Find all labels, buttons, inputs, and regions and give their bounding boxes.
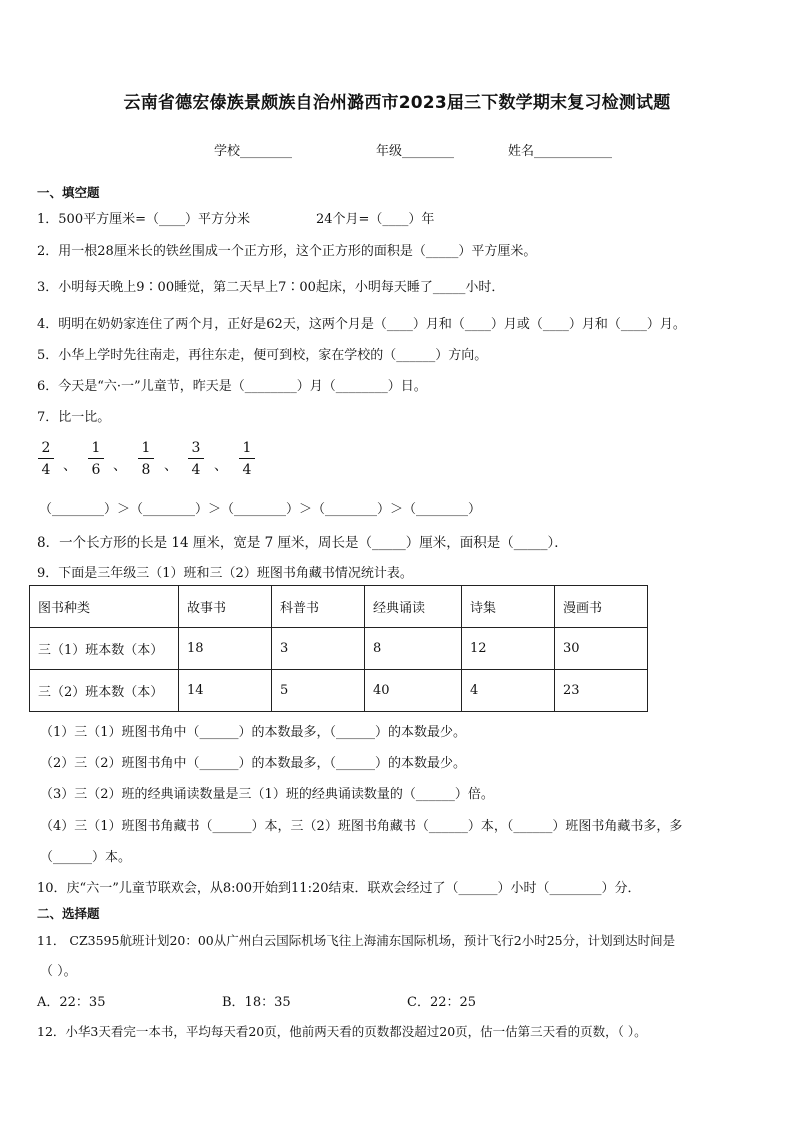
table-header-row [30,586,648,628]
fraction-two-fourths [38,440,54,478]
fraction-numerator: 3 [191,440,201,456]
question-9-stem: 9．下面是三年级三（1）班和三（2）班图书角藏书情况统计表。 [37,566,413,581]
question-3: 3．小明每天晚上9∶00睡觉，第二天早上7∶00起床，小明每天睡了_____小时． [37,280,505,295]
section-fill-in: 一、填空题 [37,185,100,200]
table-cell: 12 [462,628,555,670]
option-b[interactable]: B．18：35 [222,995,291,1010]
table-header-cell: 诗集 [462,586,555,628]
table-header-cell: 漫画书 [555,586,648,628]
question-9-sub2: （2）三（2）班图书角中（______）的本数最多，（______）的本数最少。 [40,756,467,771]
question-1b: 24个月=（____）年 [316,212,435,227]
fraction-numerator: 1 [91,440,101,456]
book-stats-table [29,585,648,712]
question-7-compare: （________）＞（________）＞（________）＞（________）＞（________） [39,502,482,517]
name-field[interactable]: 姓名____________ [508,144,613,159]
grade-field[interactable]: 年级________ [376,144,455,159]
fraction-denominator: 6 [91,462,101,478]
table-cell: 40 [365,670,462,712]
question-7-stem: 7．比一比。 [37,410,111,425]
fraction-denominator: 4 [41,462,51,478]
fraction-denominator: 8 [141,462,151,478]
question-9-sub4: （4）三（1）班图书角藏书（______）本，三（2）班图书角藏书（______）本，（______）班图书角藏书多，多 [40,819,683,834]
fraction-denominator: 4 [242,462,252,478]
table-header-cell: 故事书 [179,586,272,628]
question-8: 8．一个长方形的长是 14 厘米，宽是 7 厘米，周长是（_____）厘米，面积是（_____）． [37,535,568,551]
fraction-one-fourth [239,440,255,478]
table-header-cell: 图书种类 [30,586,179,628]
question-11-answer-blank: （ ）。 [40,964,77,979]
question-2: 2．用一根28厘米长的铁丝围成一个正方形，这个正方形的面积是（_____）平方厘米。 [37,244,537,259]
table-cell: 4 [462,670,555,712]
option-c[interactable]: C．22：25 [407,995,477,1010]
question-10: 10．庆“六一”儿童节联欢会，从8:00开始到11:20结束．联欢会经过了（______）小时（________）分． [37,881,641,896]
table-cell: 23 [555,670,648,712]
table-cell: 5 [272,670,365,712]
question-9-sub4-cont: （______）本。 [40,850,132,865]
table-cell: 8 [365,628,462,670]
fraction-one-eighth [138,440,154,478]
option-a[interactable]: A．22：35 [37,995,106,1010]
fraction-one-sixth [88,440,104,478]
table-cell: 3 [272,628,365,670]
fraction-numerator: 1 [242,440,252,456]
separator: 、 [63,458,77,474]
school-field[interactable]: 学校________ [214,144,293,159]
question-4: 4．明明在奶奶家连住了两个月，正好是62天，这两个月是（____）月和（____）月或（____）月和（____）月。 [37,317,686,332]
page-title: 云南省德宏傣族景颇族自治州潞西市2023届三下数学期末复习检测试题 [123,93,671,113]
table-header-cell: 科普书 [272,586,365,628]
separator: 、 [214,458,228,474]
question-9-sub3: （3）三（2）班的经典诵读数量是三（1）班的经典诵读数量的（______）倍。 [40,787,494,802]
fraction-three-fourths [188,440,204,478]
table-cell: 三（1）班本数（本） [30,628,179,670]
question-11-stem: 11． CZ3595航班计划20：00从广州白云国际机场飞往上海浦东国际机场，预计飞行2小时25分，计划到达时间是 [37,933,676,948]
question-12: 12．小华3天看完一本书，平均每天看20页，他前两天看的页数都没超过20页，估一估第三天看的页数，（ ）。 [37,1024,647,1039]
separator: 、 [164,458,178,474]
question-6: 6．今天是“六·一”儿童节，昨天是（________）月（________）日。 [37,379,427,394]
table-cell: 三（2）班本数（本） [30,670,179,712]
table-cell: 14 [179,670,272,712]
table-cell: 30 [555,628,648,670]
question-5: 5．小华上学时先往南走，再往东走，便可到校，家在学校的（______）方向。 [37,348,488,363]
table-row [30,628,648,670]
fraction-numerator: 2 [41,440,51,456]
table-row [30,670,648,712]
question-9-sub1: （1）三（1）班图书角中（______）的本数最多，（______）的本数最少。 [40,725,467,740]
fraction-denominator: 4 [191,462,201,478]
fraction-numerator: 1 [141,440,151,456]
table-header-cell: 经典诵读 [365,586,462,628]
section-multiple-choice: 二、选择题 [37,906,100,921]
table-cell: 18 [179,628,272,670]
separator: 、 [113,458,127,474]
question-1a: 1．500平方厘米=（____）平方分米 [37,212,250,227]
